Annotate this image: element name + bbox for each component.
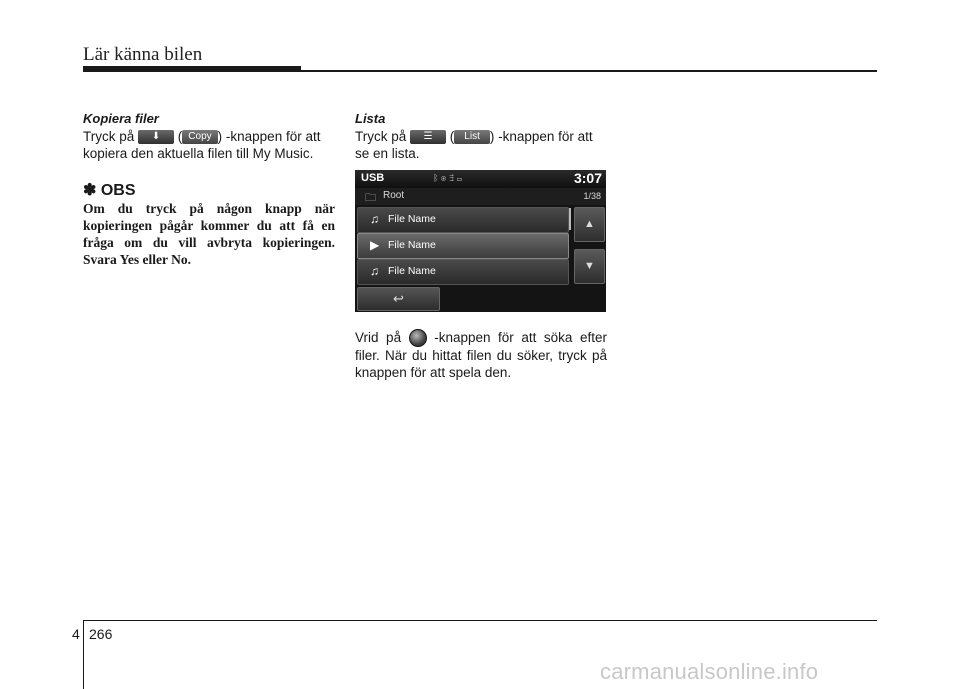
save-icon: ⬇: [138, 130, 174, 144]
list-section-title: Lista: [355, 111, 386, 126]
obs-title: OBS: [100, 182, 136, 199]
page-header-title: Lär känna bilen: [83, 44, 203, 65]
header-rule-thin: [301, 70, 877, 72]
tune-text-before: Vrid på: [355, 330, 402, 345]
list-scrollbar[interactable]: [569, 208, 571, 230]
folder-icon: 🗀: [365, 192, 376, 204]
list-section-text: [355, 128, 607, 162]
copy-section-title: Kopiera filer: [83, 111, 159, 126]
music-note-icon: ♫: [370, 212, 379, 226]
list-text-before: Tryck på: [355, 129, 407, 144]
copy-button[interactable]: Copy: [182, 130, 217, 144]
watermark: carmanualsonline.info: [600, 659, 819, 684]
circle-icon: ◉: [440, 173, 447, 183]
list-text-after: ) -knappen för att se en lista.: [355, 129, 593, 161]
footer-rule: [83, 620, 877, 621]
obs-symbol-icon: ✽: [83, 182, 97, 199]
usb-file-list-screen: [355, 170, 606, 312]
file-list-item[interactable]: [357, 207, 569, 233]
scroll-up-button[interactable]: ▲: [574, 207, 605, 242]
screen-status-bar: [355, 170, 606, 188]
tune-knob-icon: [409, 329, 427, 347]
copy-text-after: ) -knappen för att kopiera den aktuella filen till My Music.: [83, 129, 321, 161]
screen-clock: 3:07: [573, 170, 602, 186]
battery-icon: ▭: [456, 173, 463, 183]
page-number: 266: [89, 626, 113, 642]
file-name-label: File Name: [388, 213, 436, 225]
tune-section-text: [355, 329, 607, 381]
tune-text-after: -knappen för att söka efter filer. När du hittat filen du söker, tryck på knappen för att spela den.: [355, 330, 607, 381]
list-paren-open: (: [449, 129, 455, 144]
screen-source-label: USB: [361, 172, 385, 184]
list-menu-icon: ☰: [410, 130, 446, 144]
usb-icon: ⇶: [448, 173, 455, 183]
chapter-number: 4: [72, 626, 80, 642]
status-icons: [433, 173, 462, 183]
obs-heading: [83, 180, 136, 200]
screen-file-count: 1/38: [583, 191, 601, 201]
header-rule-thick: [83, 66, 301, 72]
copy-paren-open: (: [177, 129, 183, 144]
back-button[interactable]: ↩: [357, 287, 440, 311]
file-list-item[interactable]: [357, 259, 569, 285]
scroll-down-button[interactable]: ▼: [574, 249, 605, 284]
screen-folder-name: Root: [383, 190, 405, 201]
file-name-label: File Name: [388, 239, 436, 251]
footer-vertical-rule: [83, 621, 84, 689]
play-icon: ▶: [370, 238, 380, 252]
bluetooth-icon: ᛒ: [433, 173, 439, 183]
list-button[interactable]: List: [454, 130, 490, 144]
copy-text-before: Tryck på: [83, 129, 135, 144]
file-list-item-selected[interactable]: [357, 233, 569, 259]
music-note-icon: ♫: [370, 264, 379, 278]
obs-text: Om du tryck på någon knapp när kopieringen pågår kommer du att få en fråga om du vill avbryta kopieringen. Svara Yes eller No.: [83, 201, 335, 267]
file-name-label: File Name: [388, 265, 436, 277]
copy-section-text: [83, 128, 335, 162]
